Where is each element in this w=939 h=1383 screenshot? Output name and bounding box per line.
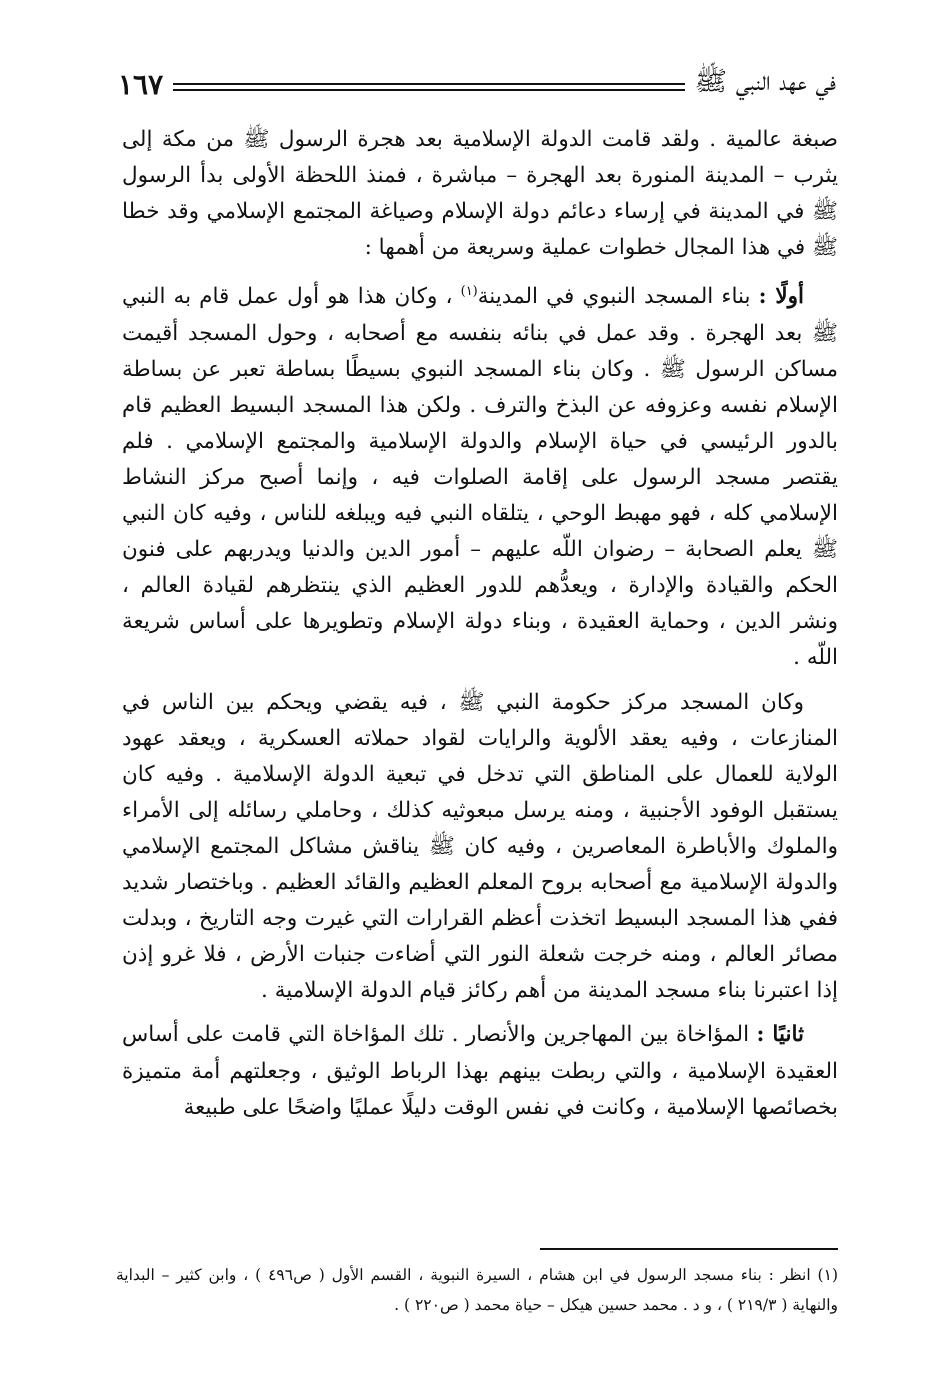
footnote-reference: (١) [460, 284, 478, 300]
paragraph-text: صبغة عالمية . ولقد قامت الدولة الإسلامية بعد هجرة الرسول ﷺ من مكة إلى يثرب – المدينة المنورة بعد الهجرة – مباشرة ، فمنذ اللحظة الأولى بدأ الرسول ﷺ في المدينة في إرساء دعائم دولة الإسلام وصياغة المجتمع الإسلامي وقد خطا ﷺ في هذا المجال خطوات عملية وسريعة من أهمها : [122, 127, 838, 261]
paragraph-text: ، وكان هذا هو أول عمل قام به النبي ﷺ بعد الهجرة . وقد عمل في بنائه بنفسه مع أصحابه ، وحول المسجد أقيمت مساكن الرسول ﷺ . وكان بناء المسجد النبوي بسيطًا بساطة تعبر عن بساطة الإسلام نفسه وعزوفه عن البذخ والترف . ولكن هذا المسجد البسيط العظيم قام بالدور الرئيسي في حياة الإسلام والدولة الإسلامية والمجتمع الإسلامي . فلم يقتصر مسجد الرسول على إقامة الصلوات فيه ، وإنما أصبح مركز النشاط الإسلامي كله ، فهو مهبط الوحي ، يتلقاه النبي فيه ويبلغه للناس ، وفيه كان النبي ﷺ يعلم الصحابة – رضوان اللّه عليهم – أمور الدين والدنيا ويدربهم على فنون الحكم والقيادة والإدارة ، ويعدُّهم للدور العظيم الذي ينتظرهم لقيادة العالم ، ونشر الدين ، وحماية العقيدة ، وبناء دولة الإسلام وتطويرها على أساس شريعة اللّه . [122, 284, 838, 671]
footnote-text: (١) انظر : بناء مسجد الرسول في ابن هشام ، السيرة النبوية ، القسم الأول ( ص٤٩٦ ) ، وابن كثير – البداية والنهاية ( ٢١٩/٣ ) ، و د . محمد حسين هيكل – حياة محمد ( ص٢٢٠ ) . [116, 1266, 838, 1314]
header-rule [173, 83, 684, 91]
paragraph-text: بناء المسجد النبوي في المدينة [477, 284, 759, 310]
footnote [116, 1260, 838, 1320]
point-label: أولًا : [758, 284, 804, 310]
running-title: في عهد النبي ﷺ [694, 66, 836, 97]
footnote-separator [540, 1248, 838, 1250]
body-text [122, 122, 838, 1126]
page-number: ١٦٧ [118, 67, 164, 101]
paragraph-text: المؤاخاة بين المهاجرين والأنصار . تلك المؤاخاة التي قامت على أساس العقيدة الإسلامية ، والتي ربطت بينهم بهذا الرباط الوثيق ، وجعلتهم أمة متميزة بخصائصها الإسلامية ، وكانت في نفس الوقت دليلًا عمليًا واضحًا على طبيعة [122, 1022, 838, 1120]
paragraph-second-point [122, 1017, 838, 1125]
point-label: ثانيًا : [756, 1022, 804, 1048]
running-header [118, 62, 836, 106]
paragraph-mosque-government [122, 685, 838, 1010]
paragraph-text: وكان المسجد مركز حكومة النبي ﷺ ، فيه يقضي ويحكم بين الناس في المنازعات ، وفيه يعقد الألوية والرايات لقواد حملاته العسكرية ، ويعقد عهود الولاية للعمال على المناطق التي تدخل في تبعية الدولة الإسلامية . وفيه كان يستقبل الوفود الأجنبية ، ومنه يرسل مبعوثيه كذلك ، وحاملي رسائله إلى الأمراء والملوك والأباطرة المعاصرين ، وفيه كان ﷺ يناقش مشاكل المجتمع الإسلامي والدولة الإسلامية مع أصحابه بروح المعلم العظيم والقائد العظيم . وباختصار شديد ففي هذا المسجد البسيط اتخذت أعظم القرارات التي غيرت وجه التاريخ ، وبدلت مصائر العالم ، ومنه خرجت شعلة النور التي أضاءت جنبات الأرض ، فلا غرو إذن إذا اعتبرنا بناء مسجد المدينة من أهم ركائز قيام الدولة الإسلامية . [122, 689, 838, 1004]
paragraph-first-point [122, 274, 838, 676]
paragraph-intro [122, 122, 838, 266]
